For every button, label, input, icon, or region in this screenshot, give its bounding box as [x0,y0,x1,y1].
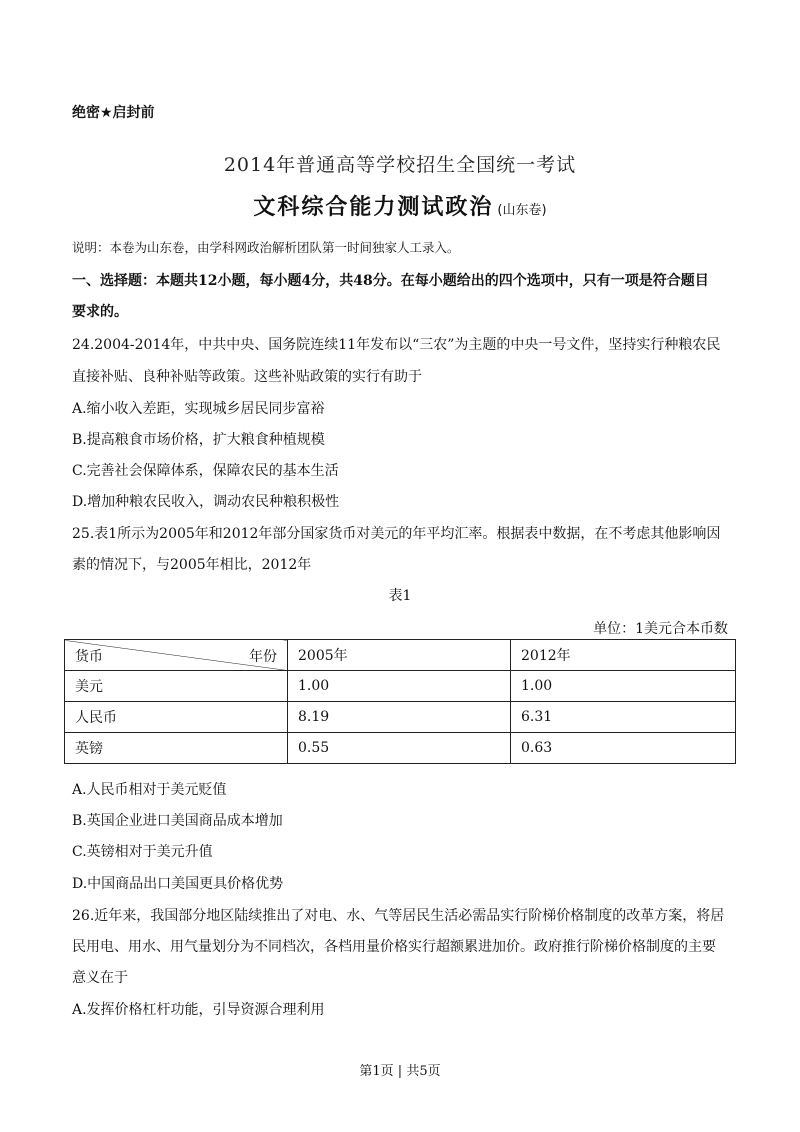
q25-option-c: C.英镑相对于美元升值 [72,844,213,860]
table-caption: 表1 [388,588,412,604]
row-value-2005: 0.55 [288,733,511,764]
table-row [65,671,736,702]
note: 说明：本卷为山东卷，由学科网政治解析团队第一时间独家人工录入。 [72,240,460,255]
header-currency: 货币 [75,649,103,665]
table-row [65,702,736,733]
row-value-2005: 8.19 [288,702,511,733]
q26-stem-line2: 民用电、用水、用气量划分为不同档次，各档用量价格实行超额累进加价。政府推行阶梯价格制度的主要 [72,939,716,955]
q24-option-d: D.增加种粮农民收入，调动农民种粮积极性 [72,494,340,510]
q24-stem-line2: 直接补贴、良种补贴等政策。这些补贴政策的实行有助于 [72,369,422,385]
row-currency: 人民币 [65,702,288,733]
q25-option-a: A.人民币相对于美元贬值 [72,782,227,798]
q25-stem-line2: 素的情况下，与2005年相比，2012年 [72,557,312,573]
q24-option-b: B.提高粮食市场价格，扩大粮食种植规模 [72,432,325,448]
section-heading-line1: 一、选择题：本题共12小题，每小题4分，共48分。在每小题给出的四个选项中，只有一项是符合题目 [72,273,709,289]
table-header-diagonal-cell [65,640,288,671]
q26-stem-line3: 意义在于 [72,970,128,986]
q25-option-b: B.英国企业进口美国商品成本增加 [72,813,283,829]
q25-stem-line1: 25.表1所示为2005年和2012年部分国家货币对美元的年平均汇率。根据表中数据，在不考虑其他影响因 [72,526,721,542]
paper-title [0,190,800,221]
row-value-2012: 1.00 [511,671,736,702]
exam-title: 2014年普通高等学校招生全国统一考试 [223,154,577,176]
row-currency: 美元 [65,671,288,702]
table-unit: 单位：1美元合本币数 [593,621,728,637]
header-2005: 2005年 [288,640,511,671]
secret-label: 绝密★启封前 [72,105,155,121]
q24-option-c: C.完善社会保障体系，保障农民的基本生活 [72,463,339,479]
q26-stem-line1: 26.近年来，我国部分地区陆续推出了对电、水、气等居民生活必需品实行阶梯价格制度的改革方案，将居 [72,908,725,924]
table-row [65,733,736,764]
row-currency: 英镑 [65,733,288,764]
q25-option-d: D.中国商品出口美国更具价格优势 [72,876,284,892]
exchange-rate-table [64,639,736,764]
page-footer: 第1页 | 共5页 [359,1064,441,1079]
paper-title-main: 文科综合能力测试政治 [253,195,494,220]
header-year: 年份 [249,649,277,665]
table-header-row [65,640,736,671]
header-2012: 2012年 [511,640,736,671]
row-value-2012: 6.31 [511,702,736,733]
row-value-2005: 1.00 [288,671,511,702]
q24-option-a: A.缩小收入差距，实现城乡居民同步富裕 [72,401,325,417]
row-value-2012: 0.63 [511,733,736,764]
q24-stem-line1: 24.2004-2014年，中共中央、国务院连续11年发布以“三农”为主题的中央一号文件，坚持实行种粮农民 [72,337,721,353]
q26-option-a: A.发挥价格杠杆功能，引导资源合理利用 [72,1002,325,1018]
paper-title-sub: (山东卷) [497,203,547,218]
section-heading-line2: 要求的。 [72,304,128,320]
